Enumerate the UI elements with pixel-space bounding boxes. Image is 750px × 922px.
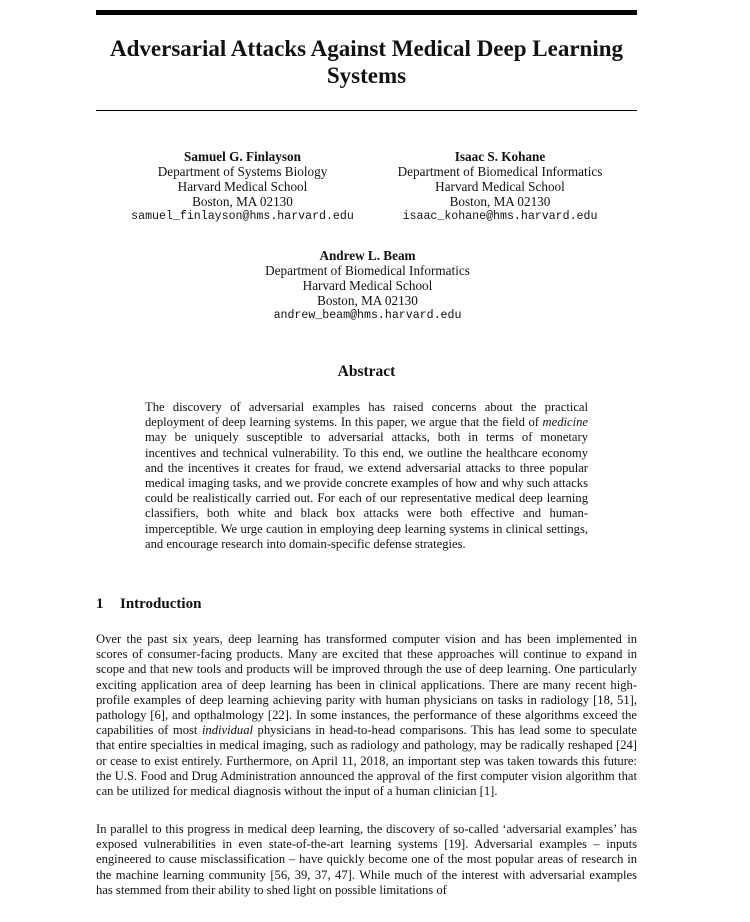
author-location: Boston, MA 02130 xyxy=(449,194,551,209)
author-block xyxy=(115,149,370,224)
abstract-text-end: may be uniquely susceptible to adversarial attacks, both in terms of monetary incentives and technical vulnerability. To this end, we outline the healthcare economy and the incentives it creates for fraud, we extend adversarial attacks to three popular medical imaging tasks, and we provide concrete examples of how and why such attacks could be realistically carried out. For each of our representative medical deep learning classifiers, both white and black box attacks were both effective and human-imperceptible. We urge caution in employing deep learning systems in clinical settings, and encourage research into domain-specific defense strategies. xyxy=(145,430,588,551)
paragraph-emphasis: individual xyxy=(201,723,254,738)
author-name: Samuel G. Finlayson xyxy=(184,149,301,164)
author-block xyxy=(240,248,495,323)
author-department: Department of Biomedical Informatics xyxy=(397,164,603,179)
author-institution: Harvard Medical School xyxy=(302,278,433,293)
section-number: 1 xyxy=(96,596,104,612)
section-heading xyxy=(96,596,201,613)
top-rule xyxy=(96,10,637,15)
abstract-text xyxy=(145,400,588,552)
author-email[interactable]: isaac_kohane@hms.harvard.edu xyxy=(402,210,598,223)
paper-title: Adversarial Attacks Against Medical Deep Learning Systems xyxy=(110,36,623,88)
section-title: Introduction xyxy=(120,596,202,612)
abstract-emphasis: medicine xyxy=(542,415,588,430)
abstract-text-start: The discovery of adversarial examples has raised concerns about the practical deployment of deep learning systems. In this paper, we argue that the field of xyxy=(145,400,588,430)
abstract-heading: Abstract xyxy=(337,363,396,380)
author-location: Boston, MA 02130 xyxy=(317,293,418,308)
author-name: Isaac S. Kohane xyxy=(454,149,546,164)
author-department: Department of Systems Biology xyxy=(157,164,328,179)
author-block xyxy=(385,149,615,224)
body-paragraph xyxy=(96,632,637,799)
author-institution: Harvard Medical School xyxy=(435,179,565,194)
paragraph-text-end: physicians in head-to-head comparisons. This has lead some to speculate that entire specialties in medical imaging, such as radiology and pathology, may be radically reshaped [24] or cease to exist entirely. Furthermore, on April 11, 2018, an important step was taken towards this future: the U.S. Food and Drug Administration announced the approval of the first computer vision algorithm that can be utilized for medical diagnosis without the input of a human clinician [1]. xyxy=(96,723,637,799)
paragraph-text-start: Over the past six years, deep learning has transformed computer vision and has been implemented in scores of consumer-facing products. Many are excited that these approaches will continue to expand in scope and that new tools and products will be improved through the use of deep learning. One particularly exciting application area of deep learning has been in clinical applications. There are many recent high-profile examples of deep learning achieving parity with human physicians on tasks in radiology [18, 51], pathology [6], and opthalmology [22]. In some instances, the performance of these algorithms exceed the capabilities of most xyxy=(96,632,637,738)
body-paragraph: In parallel to this progress in medical deep learning, the discovery of so-called ‘adversarial examples’ has exposed vulnerabilities in even state-of-the-art learning systems [19]. Adversarial examples – inputs engineered to cause misclassification – have quickly become one of the most popular areas of research in the machine learning community [56, 39, 37, 47]. While much of the interest with adversarial examples has stemmed from their ability to shed light on possible limitations of xyxy=(96,822,637,897)
author-name: Andrew L. Beam xyxy=(319,248,416,263)
author-department: Department of Biomedical Informatics xyxy=(265,263,470,278)
author-email[interactable]: andrew_beam@hms.harvard.edu xyxy=(273,309,462,322)
author-institution: Harvard Medical School xyxy=(177,179,308,194)
author-location: Boston, MA 02130 xyxy=(192,194,293,209)
author-email[interactable]: samuel_finlayson@hms.harvard.edu xyxy=(131,210,354,223)
title-rule xyxy=(96,110,637,111)
